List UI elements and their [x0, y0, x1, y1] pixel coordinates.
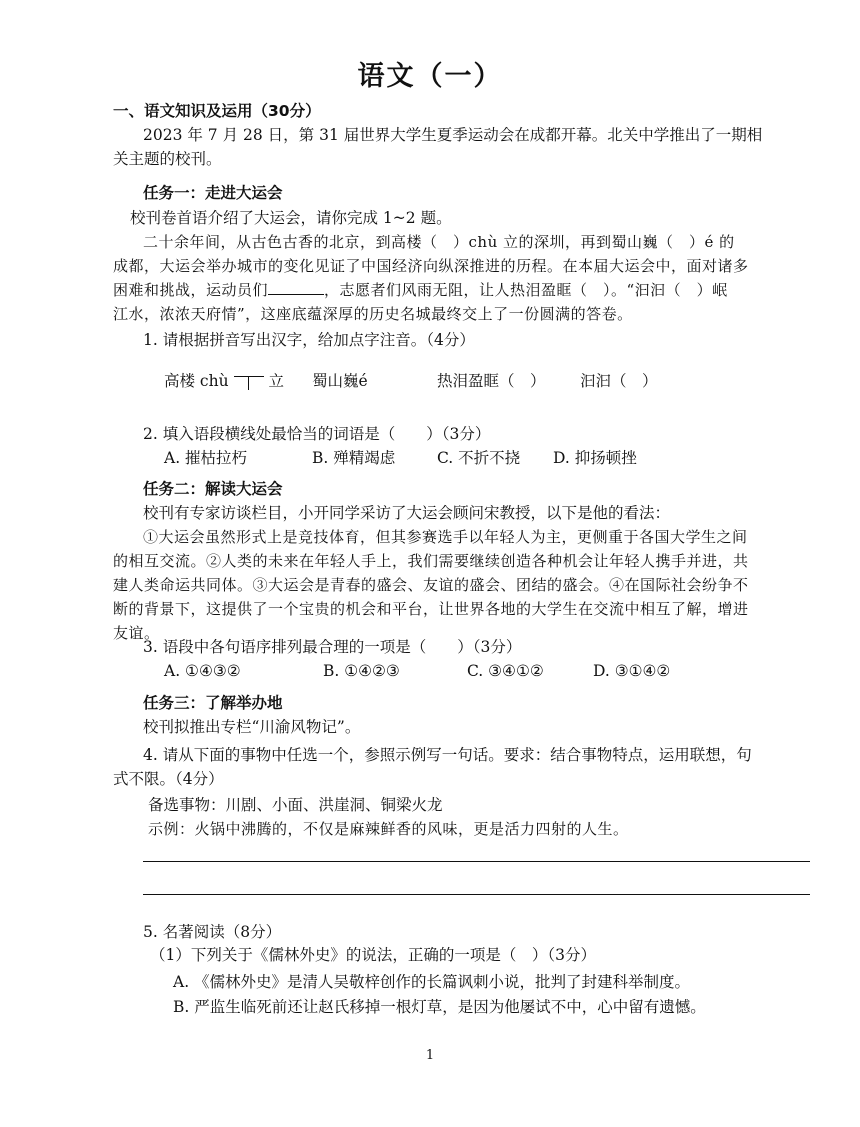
q4-options: 备选事物：川剧、小面、洪崖洞、铜梁火龙 [148, 796, 443, 814]
task1-passage-line-2: 成都，大运会举办城市的变化见证了中国经济向纵深推进的历程。在本届大运会中，面对诸多 [113, 257, 749, 275]
page-number: 1 [425, 1048, 435, 1063]
task1-heading: 任务一：走进大运会 [143, 184, 283, 202]
task1-passage-line-3b: ，志愿者们风雨无阻，让人热泪盈眶（ ）。“汩汩（ ）岷 [324, 281, 728, 299]
q3-option-b: B. ①④②③ [323, 662, 400, 680]
q3-option-a: A. ①④③② [164, 662, 241, 680]
task1-passage-line-1: 二十余年间，从古色古香的北京，到高楼（ ）chù 立的深圳，再到蜀山巍（ ）é 的 [143, 233, 735, 251]
q3-option-d: D. ③①④② [593, 662, 671, 680]
page-title: 语文（一） [357, 61, 503, 92]
question-4-line-2: 式不限。（4分） [113, 770, 224, 788]
task2-passage-line-5: 友谊。 [113, 624, 160, 642]
q5-option-b: B. 严监生临死前还让赵氏移掉一根灯草，是因为他屡试不中，心中留有遗憾。 [173, 998, 706, 1016]
q1-item-1-tail: 立 [268, 372, 284, 390]
q2-option-c: C. 不折不挠 [437, 449, 521, 467]
q1-item-4: 汩汩（ ） [580, 372, 658, 390]
q2-option-a: A. 摧枯拉朽 [164, 449, 248, 467]
answer-line-2[interactable] [143, 894, 810, 895]
task1-passage-line-4: 江水，浓浓天府情”，这座底蕴深厚的历史名城最终交上了一份圆满的答卷。 [113, 305, 633, 323]
intro-line-1: 2023 年 7 月 28 日，第 31 届世界大学生夏季运动会在成都开幕。北关中学推出了一期相 [143, 126, 763, 144]
question-3: 3. 语段中各句语序排列最合理的一项是（ ）（3分） [143, 638, 522, 656]
task1-passage-line-3 [113, 279, 728, 301]
q1-item-2: 蜀山巍é [312, 372, 368, 390]
question-2: 2. 填入语段横线处最恰当的词语是（ ）（3分） [143, 425, 491, 443]
q1-item-1-text: 高楼 chù [164, 372, 229, 390]
handwritten-character-mark [234, 374, 264, 390]
task2-passage-line-1: ①大运会虽然形式上是竞技体育，但其参赛选手以年轻人为主，更侧重于各国大学生之间 [143, 528, 748, 546]
q5-option-a: A. 《儒林外史》是清人吴敬梓创作的长篇讽刺小说，批判了封建科举制度。 [173, 973, 691, 991]
question-1: 1. 请根据拼音写出汉字，给加点字注音。（4分） [143, 331, 475, 349]
task2-passage-line-4: 断的背景下，这提供了一个宝贵的机会和平台，让世界各地的大学生在交流中相互了解，增进 [113, 600, 749, 618]
task1-lead: 校刊卷首语介绍了大运会，请你完成 1~2 题。 [130, 209, 452, 227]
q1-item-1 [164, 370, 284, 392]
task3-lead: 校刊拟推出专栏“川渝风物记”。 [143, 718, 361, 736]
task2-heading: 任务二：解读大运会 [143, 480, 283, 498]
question-5-heading: 5. 名著阅读（8分） [143, 923, 282, 941]
section-heading: 一、语文知识及运用（30分） [113, 102, 321, 120]
q2-option-b: B. 殚精竭虑 [312, 449, 396, 467]
answer-line-1[interactable] [143, 861, 810, 862]
task3-heading: 任务三：了解举办地 [143, 694, 283, 712]
q2-option-d: D. 抑扬顿挫 [553, 449, 637, 467]
task2-passage-line-2: 的相互交流。②人类的未来在年轻人手上，我们需要继续创造各种机会让年轻人携手并进，共 [113, 552, 749, 570]
fill-blank[interactable] [268, 280, 324, 295]
intro-line-2: 关主题的校刊。 [113, 150, 222, 168]
task2-passage-line-3: 建人类命运共同体。③大运会是青春的盛会、友谊的盛会、团结的盛会。④在国际社会纷争不 [113, 576, 749, 594]
task2-lead: 校刊有专家访谈栏目，小开同学采访了大运会顾问宋教授，以下是他的看法： [143, 504, 671, 522]
q4-example: 示例：火锅中沸腾的，不仅是麻辣鲜香的风味，更是活力四射的人生。 [148, 820, 629, 838]
q1-item-3: 热泪盈眶（ ） [437, 372, 546, 390]
q3-option-c: C. ③④①② [467, 662, 544, 680]
task1-passage-line-3a: 困难和挑战，运动员们 [113, 281, 269, 299]
question-5-sub-1: （1）下列关于《儒林外史》的说法，正确的一项是（ ）（3分） [150, 946, 596, 964]
question-4-line-1: 4. 请从下面的事物中任选一个，参照示例写一句话。要求：结合事物特点，运用联想，句 [143, 746, 752, 764]
